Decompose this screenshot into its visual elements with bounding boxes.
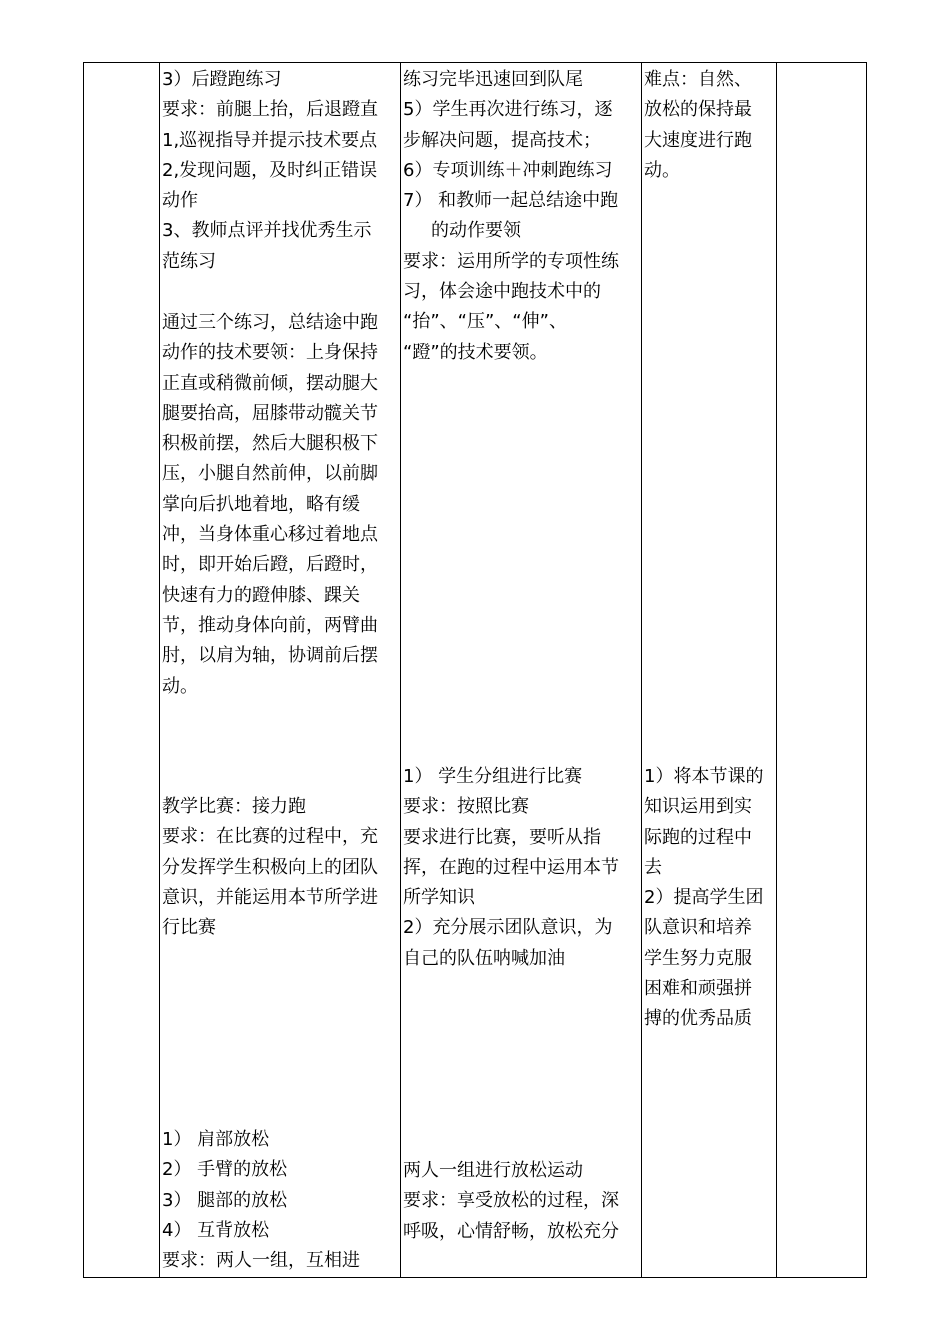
- text-line: 腿要抬高，屈膝带动髋关节: [162, 402, 378, 424]
- text-line: 习，体会途中跑技术中的: [403, 281, 601, 303]
- text-line: 1） 学生分组进行比赛: [403, 766, 583, 787]
- text-line: 通过三个练习，总结途中跑: [162, 312, 378, 333]
- methods-block-backward-kick-run: [162, 65, 378, 277]
- text-line: 要求：前腿上抬，后退蹬直: [162, 99, 378, 121]
- text-line: 动作: [162, 190, 198, 212]
- text-line: 2）充分展示团队意识，为: [403, 917, 613, 939]
- text-line: 掌向后扒地着地，略有缓: [162, 493, 360, 515]
- text-line: 队意识和培养: [644, 917, 752, 939]
- text-line: “蹬”的技术要领。: [403, 341, 548, 363]
- text-line: 2,发现问题，及时纠正错误: [162, 159, 378, 181]
- text-line: 挥，在跑的过程中运用本节: [403, 856, 619, 878]
- students-block-competition: [403, 762, 619, 974]
- text-line: 6）专项训练＋冲刺跑练习: [403, 159, 613, 181]
- text-line: 两人一组进行放松运动: [403, 1160, 583, 1181]
- text-line: 压，小腿自然前伸，以前脚: [162, 463, 378, 485]
- text-line: 1） 肩部放松: [162, 1129, 270, 1150]
- text-line: 自己的队伍呐喊加油: [403, 947, 565, 969]
- text-line: 学生努力克服: [644, 947, 752, 969]
- text-line: 意识，并能运用本节所学进: [162, 886, 378, 908]
- text-line: 知识运用到实: [644, 796, 752, 818]
- text-line: 2）提高学生团: [644, 887, 764, 909]
- text-line: 肘，以肩为轴，协调前后摆: [162, 645, 378, 667]
- text-line: 5）学生再次进行练习，逐: [403, 99, 613, 121]
- text-line: 大速度进行跑: [644, 129, 752, 151]
- table-column-border: [641, 62, 642, 1277]
- text-line: 范练习: [162, 250, 216, 272]
- text-line: 3） 腿部的放松: [162, 1189, 288, 1211]
- text-line: 快速有力的蹬伸膝、踝关: [162, 584, 360, 606]
- text-line: 积极前摆，然后大腿积极下: [162, 433, 378, 455]
- text-line: 4） 互背放松: [162, 1219, 270, 1241]
- text-line: 困难和顽强拼: [644, 978, 752, 1000]
- methods-block-technique-summary: [162, 308, 378, 702]
- students-block-relaxation: [403, 1156, 619, 1247]
- text-line: 3）后蹬跑练习: [162, 69, 282, 90]
- text-line: 去: [644, 856, 662, 878]
- text-line: 练习完毕迅速回到队尾: [403, 69, 583, 90]
- text-line: 搏的优秀品质: [644, 1008, 752, 1030]
- text-line: 1）将本节课的: [644, 766, 764, 787]
- text-line: 难点：自然、: [644, 69, 752, 90]
- text-line: 所学知识: [403, 887, 475, 909]
- text-line: 正直或稍微前倾，摆动腿大: [162, 372, 378, 394]
- text-line: 分发挥学生积极向上的团队: [162, 856, 378, 878]
- methods-block-relay-race: [162, 792, 378, 943]
- goals-block-competition-aims: [644, 762, 763, 1035]
- text-line: 3、教师点评并找优秀生示: [162, 220, 372, 242]
- text-line: 教学比赛：接力跑: [162, 796, 306, 817]
- text-line: 动。: [162, 675, 198, 697]
- methods-block-relaxation: [162, 1125, 360, 1276]
- text-line: 1,巡视指导并提示技术要点: [162, 129, 378, 151]
- text-line: 的动作要领: [431, 220, 521, 242]
- table-column-border: [776, 62, 777, 1277]
- text-line: 2） 手臂的放松: [162, 1159, 288, 1181]
- text-line: “抬”、“压”、“伸”、: [403, 311, 567, 333]
- table-top-border: [83, 62, 867, 63]
- text-line: 步解决问题，提高技术；: [403, 129, 601, 151]
- text-line: 行比赛: [162, 917, 216, 939]
- text-line: 节，推动身体向前，两臂曲: [162, 614, 378, 636]
- text-line: 动作的技术要领：上身保持: [162, 342, 378, 364]
- table-column-border: [159, 62, 160, 1277]
- text-line: 要求：运用所学的专项性练: [403, 250, 619, 272]
- table-column-border: [400, 62, 401, 1277]
- table-column-border: [83, 62, 84, 1277]
- table-bottom-border: [83, 1277, 867, 1278]
- text-line: 要求：享受放松的过程，深: [403, 1190, 619, 1212]
- text-line: 要求：两人一组，互相进: [162, 1250, 360, 1272]
- text-line: 要求：在比赛的过程中，充: [162, 826, 378, 848]
- text-line: 际跑的过程中: [644, 826, 752, 848]
- goals-block-difficulty: [644, 65, 752, 186]
- text-line: 冲，当身体重心移过着地点: [162, 524, 378, 546]
- text-line: 时，即开始后蹬，后蹬时，: [162, 554, 378, 576]
- text-line: 要求：按照比赛: [403, 796, 529, 818]
- text-line: 要求进行比赛，要听从指: [403, 826, 601, 848]
- table-column-border: [866, 62, 867, 1277]
- students-block-practice: [403, 65, 619, 368]
- text-line: 放松的保持最: [644, 99, 752, 121]
- text-line: 动。: [644, 159, 680, 181]
- text-line: 呼吸，心情舒畅，放松充分: [403, 1220, 619, 1242]
- text-line: 7） 和教师一起总结途中跑: [403, 190, 619, 212]
